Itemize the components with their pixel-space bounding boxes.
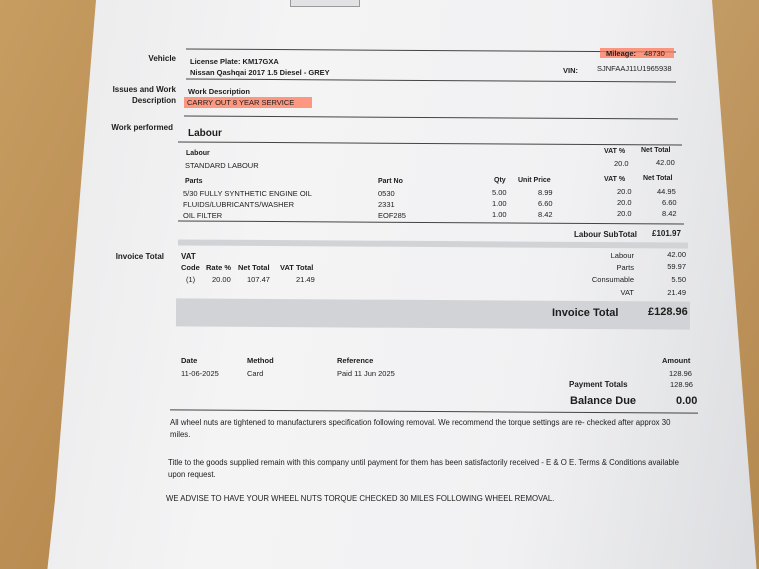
vat-row-code: (1) (186, 275, 196, 284)
summary-vat-value: 21.49 (667, 288, 686, 297)
parts-header-vat: VAT % (604, 176, 626, 183)
parts-header-net: Net Total (643, 175, 673, 182)
labour-section-title: Labour (188, 128, 222, 139)
vat-header-net: Net Total (238, 263, 270, 272)
note-wheel-nuts-cont: miles. (170, 430, 191, 439)
top-tab (290, 0, 360, 7)
vat-row-vat: 21.49 (296, 275, 315, 284)
vat-row-rate: 20.00 (212, 275, 231, 284)
part-name: OIL FILTER (183, 211, 223, 220)
part-vat: 20.0 (617, 198, 632, 207)
part-qty: 1.00 (492, 199, 507, 208)
vin-label: VIN: (563, 66, 578, 75)
payment-totals-value: 128.96 (670, 380, 693, 389)
payment-method: Card (247, 369, 264, 378)
payment-header-amount: Amount (662, 356, 691, 365)
invoice-total-value: £128.96 (648, 306, 688, 318)
part-number: EOF285 (378, 211, 406, 220)
labour-net-header: Net Total (641, 147, 671, 154)
parts-header-partno: Part No (378, 178, 403, 185)
summary-labour-value: 42.00 (667, 250, 686, 259)
note-advise: WE ADVISE TO HAVE YOUR WHEEL NUTS TORQUE CHECKED 30 MILES FOLLOWING WHEEL REMOVAL. (166, 494, 555, 503)
payment-totals-label: Payment Totals (569, 380, 628, 389)
payment-amount: 128.96 (669, 369, 692, 378)
summary-consumable-label: Consumable (591, 275, 634, 284)
part-qty: 5.00 (492, 188, 507, 197)
vat-header-vat: VAT Total (280, 263, 314, 272)
part-net: 8.42 (662, 209, 677, 218)
summary-consumable-value: 5.50 (671, 275, 686, 284)
part-vat: 20.0 (617, 209, 632, 218)
parts-header-unit-price: Unit Price (518, 177, 551, 184)
payment-date: 11-06-2025 (181, 369, 219, 378)
label-invoice-total: Invoice Total (115, 252, 164, 261)
part-unit-price: 8.42 (538, 210, 553, 219)
part-net: 44.95 (657, 187, 676, 196)
label-vehicle: Vehicle (148, 54, 176, 63)
summary-vat-label: VAT (620, 288, 634, 297)
vin-value: SJNFAAJ11U1965938 (597, 64, 672, 73)
vat-header-code: Code (181, 263, 200, 272)
payment-header-method: Method (247, 356, 274, 365)
mileage-label: Mileage: (606, 49, 637, 58)
payment-header-date: Date (181, 356, 198, 365)
balance-due-value: 0.00 (676, 395, 698, 407)
labour-net: 42.00 (656, 158, 675, 167)
label-issues: Issues and Work Description (112, 85, 176, 105)
note-wheel-nuts: All wheel nuts are tightened to manufacturers specification following removal. We recommend the torque settings are re- checked after approx 30 (170, 418, 671, 427)
note-title-goods: Title to the goods supplied remain with this company until payment for them has been satisfactorily received - E & O E. Terms & Conditions available (168, 458, 679, 467)
vat-title: VAT (181, 252, 196, 261)
parts-header-qty: Qty (494, 177, 506, 184)
payment-reference: Paid 11 Jun 2025 (337, 369, 395, 378)
part-number: 2331 (378, 200, 395, 209)
part-unit-price: 6.60 (538, 199, 553, 208)
part-name: FLUIDS/LUBRICANTS/WASHER (183, 200, 294, 209)
work-description: CARRY OUT 8 YEAR SERVICE (187, 98, 295, 107)
part-name: 5/30 FULLY SYNTHETIC ENGINE OIL (183, 189, 312, 198)
balance-due-label: Balance Due (570, 395, 637, 407)
summary-labour-label: Labour (610, 251, 634, 260)
labour-vat: 20.0 (614, 159, 629, 168)
labour-item: STANDARD LABOUR (185, 161, 259, 170)
mileage-value: 48730 (644, 49, 665, 58)
vehicle-model: Nissan Qashqai 2017 1.5 Diesel - GREY (190, 68, 330, 77)
labour-vat-header: VAT % (604, 148, 626, 155)
part-net: 6.60 (662, 198, 677, 207)
note-title-goods-cont: upon request. (168, 470, 216, 479)
invoice-total-label: Invoice Total (552, 307, 619, 319)
payment-header-reference: Reference (337, 356, 374, 365)
label-work-performed: Work performed (111, 123, 173, 132)
part-vat: 20.0 (617, 187, 632, 196)
part-unit-price: 8.99 (538, 188, 553, 197)
license-plate: License Plate: KM17GXA (190, 57, 279, 66)
vat-header-rate: Rate % (206, 263, 232, 272)
parts-header-name: Parts (185, 178, 203, 185)
part-number: 0530 (378, 189, 395, 198)
work-description-header: Work Description (188, 87, 250, 96)
summary-parts-value: 59.97 (667, 262, 686, 271)
labour-subtotal-label: Labour SubTotal (574, 230, 637, 239)
summary-parts-label: Parts (616, 263, 634, 272)
vat-row-net: 107.47 (247, 275, 270, 284)
labour-label: Labour (186, 150, 210, 157)
labour-subtotal: £101.97 (652, 229, 681, 238)
part-qty: 1.00 (492, 210, 507, 219)
